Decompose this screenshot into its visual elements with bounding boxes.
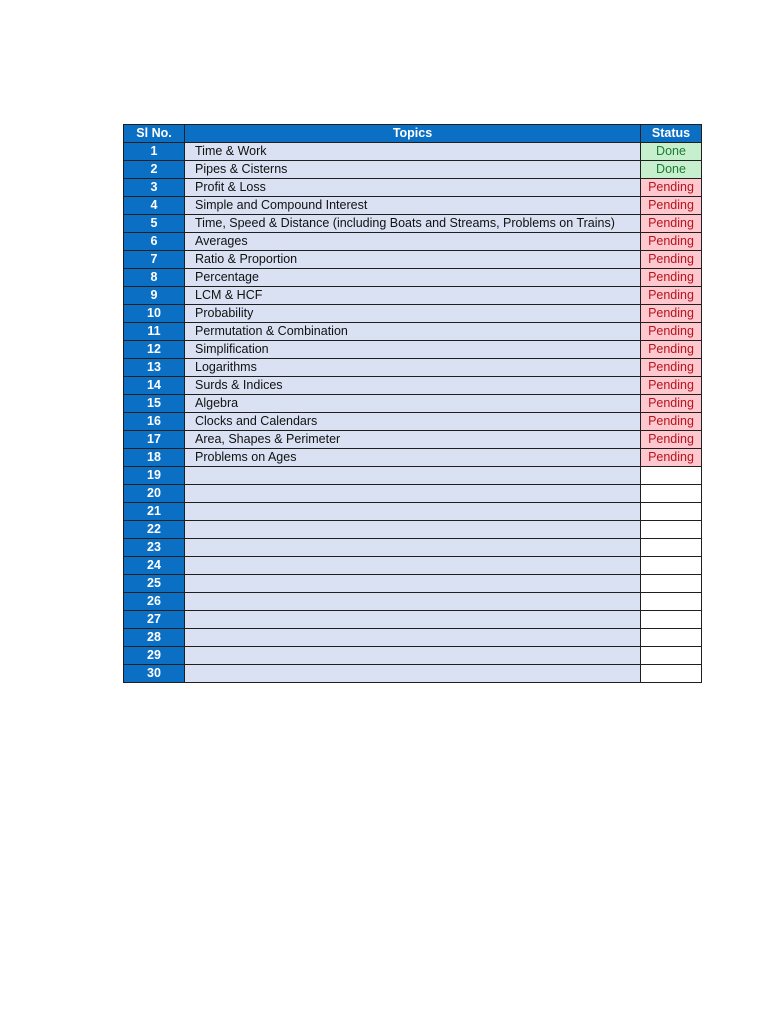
status-cell — [641, 665, 702, 683]
topic-cell — [185, 629, 641, 647]
topic-cell — [185, 521, 641, 539]
topic-cell — [185, 665, 641, 683]
topic-cell: Area, Shapes & Perimeter — [185, 431, 641, 449]
status-cell: Pending — [641, 449, 702, 467]
status-cell — [641, 593, 702, 611]
serial-number-cell: 19 — [124, 467, 185, 485]
table-row — [124, 629, 702, 647]
serial-number-cell: 2 — [124, 161, 185, 179]
status-cell: Pending — [641, 377, 702, 395]
status-cell: Pending — [641, 287, 702, 305]
serial-number-cell: 20 — [124, 485, 185, 503]
status-cell — [641, 647, 702, 665]
table-row — [124, 179, 702, 197]
serial-number-cell: 22 — [124, 521, 185, 539]
serial-number-cell: 1 — [124, 143, 185, 161]
table-row — [124, 215, 702, 233]
serial-number-cell: 11 — [124, 323, 185, 341]
header-sl-no: Sl No. — [124, 125, 185, 143]
status-cell — [641, 575, 702, 593]
topic-cell — [185, 467, 641, 485]
serial-number-cell: 7 — [124, 251, 185, 269]
table-row — [124, 575, 702, 593]
topic-cell: Profit & Loss — [185, 179, 641, 197]
serial-number-cell: 6 — [124, 233, 185, 251]
status-cell — [641, 629, 702, 647]
topic-cell: Clocks and Calendars — [185, 413, 641, 431]
serial-number-cell: 13 — [124, 359, 185, 377]
table-row — [124, 341, 702, 359]
status-cell: Pending — [641, 323, 702, 341]
serial-number-cell: 23 — [124, 539, 185, 557]
topic-cell: Simple and Compound Interest — [185, 197, 641, 215]
table-row — [124, 269, 702, 287]
topic-cell: Permutation & Combination — [185, 323, 641, 341]
serial-number-cell: 25 — [124, 575, 185, 593]
serial-number-cell: 24 — [124, 557, 185, 575]
serial-number-cell: 28 — [124, 629, 185, 647]
serial-number-cell: 26 — [124, 593, 185, 611]
table-row — [124, 413, 702, 431]
table-row — [124, 143, 702, 161]
status-cell — [641, 611, 702, 629]
status-cell: Pending — [641, 341, 702, 359]
status-cell — [641, 557, 702, 575]
table-row — [124, 611, 702, 629]
table-row — [124, 467, 702, 485]
status-cell — [641, 503, 702, 521]
status-cell: Pending — [641, 395, 702, 413]
table-row — [124, 287, 702, 305]
table-row — [124, 485, 702, 503]
topic-cell — [185, 593, 641, 611]
topic-cell — [185, 575, 641, 593]
topic-cell: Time & Work — [185, 143, 641, 161]
serial-number-cell: 14 — [124, 377, 185, 395]
serial-number-cell: 12 — [124, 341, 185, 359]
status-cell: Pending — [641, 305, 702, 323]
topic-cell — [185, 503, 641, 521]
serial-number-cell: 16 — [124, 413, 185, 431]
table-row — [124, 161, 702, 179]
table-header — [124, 125, 702, 143]
status-cell: Pending — [641, 215, 702, 233]
status-cell: Pending — [641, 179, 702, 197]
table-row — [124, 359, 702, 377]
topic-cell: Problems on Ages — [185, 449, 641, 467]
table-body — [124, 143, 702, 683]
topic-cell — [185, 647, 641, 665]
serial-number-cell: 5 — [124, 215, 185, 233]
topic-cell: Surds & Indices — [185, 377, 641, 395]
table-row — [124, 647, 702, 665]
table-row — [124, 521, 702, 539]
serial-number-cell: 9 — [124, 287, 185, 305]
topic-cell: Averages — [185, 233, 641, 251]
status-cell: Pending — [641, 197, 702, 215]
topic-cell: Ratio & Proportion — [185, 251, 641, 269]
table-row — [124, 323, 702, 341]
table-row — [124, 503, 702, 521]
table-row — [124, 431, 702, 449]
serial-number-cell: 10 — [124, 305, 185, 323]
topic-cell — [185, 557, 641, 575]
status-cell: Pending — [641, 413, 702, 431]
topic-cell: Simplification — [185, 341, 641, 359]
table-row — [124, 539, 702, 557]
header-row — [124, 125, 702, 143]
topic-cell — [185, 611, 641, 629]
table-row — [124, 557, 702, 575]
serial-number-cell: 30 — [124, 665, 185, 683]
table-row — [124, 593, 702, 611]
status-cell — [641, 521, 702, 539]
topic-cell — [185, 539, 641, 557]
serial-number-cell: 17 — [124, 431, 185, 449]
topic-cell: LCM & HCF — [185, 287, 641, 305]
serial-number-cell: 29 — [124, 647, 185, 665]
status-cell: Done — [641, 143, 702, 161]
table-row — [124, 251, 702, 269]
status-cell: Pending — [641, 251, 702, 269]
status-cell: Pending — [641, 359, 702, 377]
topic-cell: Logarithms — [185, 359, 641, 377]
serial-number-cell: 18 — [124, 449, 185, 467]
topic-cell: Algebra — [185, 395, 641, 413]
table-row — [124, 665, 702, 683]
status-cell — [641, 467, 702, 485]
serial-number-cell: 15 — [124, 395, 185, 413]
topic-cell: Percentage — [185, 269, 641, 287]
table-row — [124, 305, 702, 323]
status-cell: Pending — [641, 269, 702, 287]
topic-cell: Probability — [185, 305, 641, 323]
status-cell — [641, 485, 702, 503]
status-cell — [641, 539, 702, 557]
table-row — [124, 197, 702, 215]
table-row — [124, 233, 702, 251]
table-row — [124, 395, 702, 413]
serial-number-cell: 21 — [124, 503, 185, 521]
status-cell: Pending — [641, 431, 702, 449]
serial-number-cell: 3 — [124, 179, 185, 197]
topic-cell: Time, Speed & Distance (including Boats and Streams, Problems on Trains) — [185, 215, 641, 233]
header-topics: Topics — [185, 125, 641, 143]
status-cell: Pending — [641, 233, 702, 251]
serial-number-cell: 27 — [124, 611, 185, 629]
table-row — [124, 377, 702, 395]
topic-cell: Pipes & Cisterns — [185, 161, 641, 179]
header-status: Status — [641, 125, 702, 143]
status-cell: Done — [641, 161, 702, 179]
table-row — [124, 449, 702, 467]
serial-number-cell: 4 — [124, 197, 185, 215]
topics-table — [123, 124, 702, 683]
serial-number-cell: 8 — [124, 269, 185, 287]
topic-cell — [185, 485, 641, 503]
